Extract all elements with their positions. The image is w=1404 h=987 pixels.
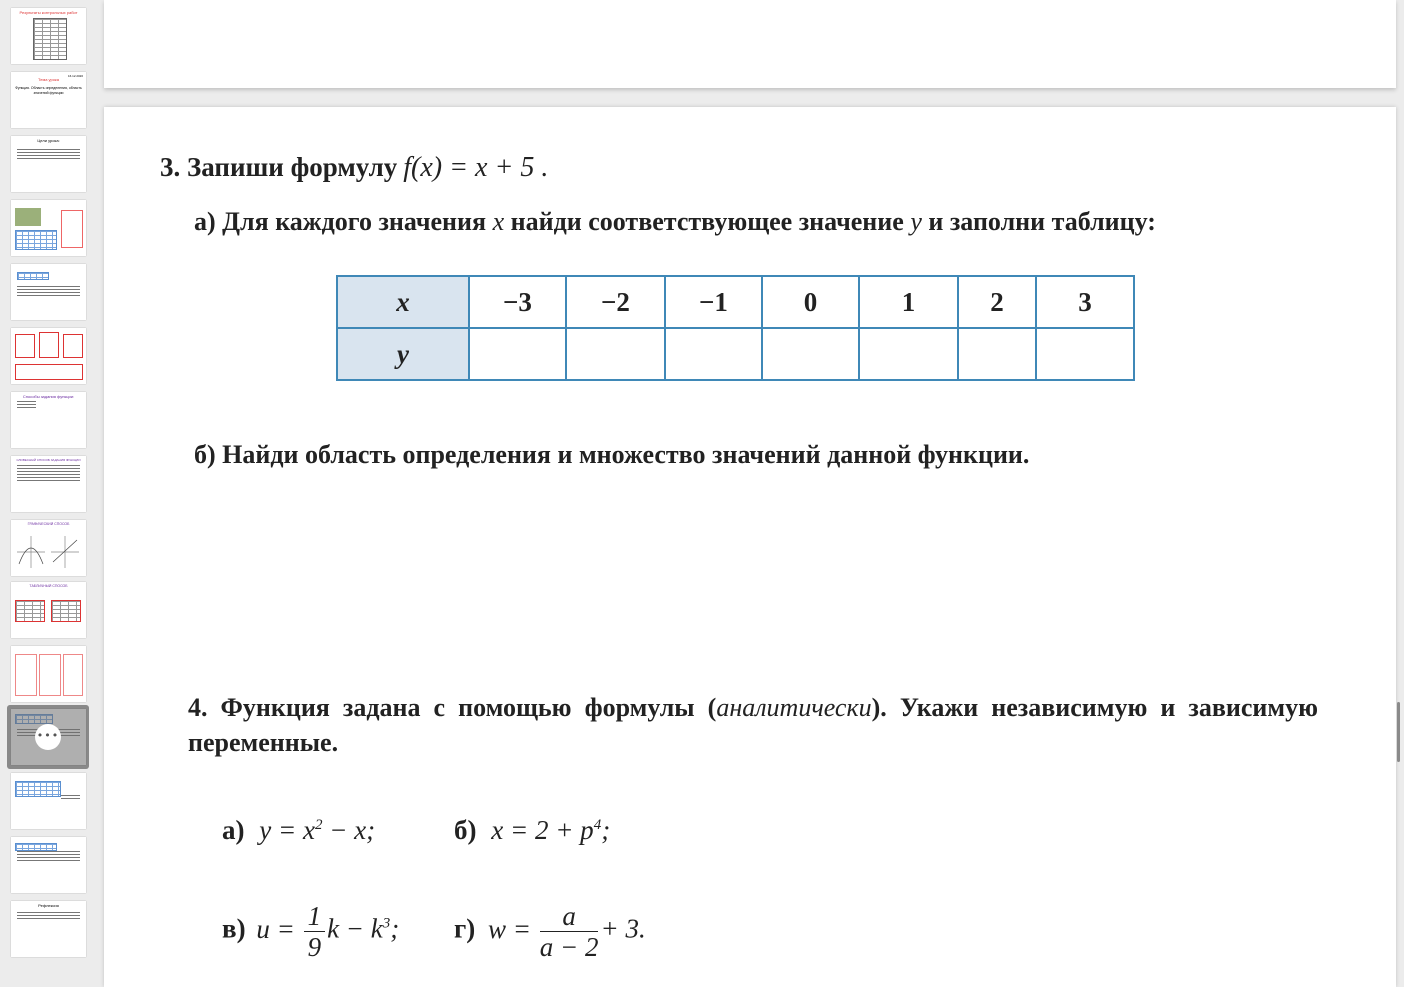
table-cell-x: −3: [469, 276, 566, 328]
task-4-heading: 4. Функция задана с помощью формулы (аналитически). Укажи независимую и зависимую переменные.: [188, 693, 1318, 757]
previous-slide[interactable]: [104, 0, 1396, 88]
thumbnail-graphs: [15, 532, 81, 572]
table-cell-y-empty: [859, 328, 958, 380]
slide-thumbnail-7[interactable]: [11, 392, 86, 448]
fraction: $\frac{1}{9}$: [304, 901, 326, 962]
slide-thumbnail-3[interactable]: [11, 136, 86, 192]
thumbnail-box: [15, 654, 37, 696]
slide-thumbnail-2[interactable]: [11, 72, 86, 128]
slide-thumbnail-8[interactable]: [11, 456, 86, 512]
table-cell-x: 1: [859, 276, 958, 328]
thumbnail-box: [15, 334, 35, 358]
formula-a: а) $y = x^2 - x$;: [222, 815, 376, 845]
task-3-heading: 3. Запиши формулу f(x) = x + 5 .: [160, 152, 549, 183]
thumbnail-subtitle: Функция. Область определения, область значений функции: [15, 86, 82, 95]
table-cell-y-empty: [1036, 328, 1134, 380]
table-cell-y-empty: [958, 328, 1036, 380]
thumbnail-table: [15, 843, 57, 851]
slide-thumbnail-1[interactable]: [11, 8, 86, 64]
table-row-y: [337, 328, 1134, 380]
slide-thumbnail-4[interactable]: [11, 200, 86, 256]
formula-v: в) u = $\frac{1}{9}$ $k - k^3$;: [222, 901, 400, 962]
thumbnail-title: Рефлексия: [38, 903, 59, 908]
slide-thumbnail-13[interactable]: [11, 773, 86, 829]
table-row-x: [337, 276, 1134, 328]
fraction: $\frac{a}{a - 2}$: [539, 901, 599, 962]
formula-b: б) $x = 2 + p^4$;: [454, 815, 611, 845]
thumbnail-box: [63, 334, 83, 358]
slide-thumbnail-9[interactable]: [11, 520, 86, 576]
task-3-formula: f(x) = x + 5 .: [403, 152, 549, 183]
thumbnail-box: [39, 332, 59, 358]
thumbnail-date: 16.12.2020: [67, 74, 83, 78]
slide-thumbnail-14[interactable]: [11, 837, 86, 893]
table-cell-x: 3: [1036, 276, 1134, 328]
thumbnail-title: Цели урока:: [37, 138, 60, 143]
values-table: [336, 275, 1135, 381]
task-3b-text: б) Найди область определения и множество значений данной функции.: [194, 440, 1030, 469]
formula-g: г) w = $\frac{a}{a - 2}$ + 3.: [454, 901, 646, 962]
table-cell-x: −1: [665, 276, 762, 328]
table-cell-y-empty: [762, 328, 859, 380]
thumbnail-table: [51, 600, 81, 622]
table-header-y: y: [337, 328, 469, 380]
table-cell-y-empty: [665, 328, 762, 380]
slide-thumbnail-panel: [0, 0, 95, 976]
thumbnail-box: [39, 654, 61, 696]
thumbnail-table: [15, 230, 57, 250]
table-cell-x: 0: [762, 276, 859, 328]
thumbnail-title: Тема урока: [38, 77, 59, 82]
thumbnail-table: [15, 600, 45, 622]
thumbnail-notes: [61, 210, 83, 248]
vertical-scrollbar[interactable]: [1397, 702, 1400, 762]
thumbnail-table: [33, 18, 67, 60]
thumbnail-title: Результаты контрольных работ: [19, 10, 78, 15]
thumbnail-title: ТАБЛИЧНЫЙ СПОСОБ: [29, 584, 68, 588]
task-3a-text: а) Для каждого значения x найди соответствующее значение y и заполни таблицу:: [194, 207, 1156, 236]
table-cell-y-empty: [469, 328, 566, 380]
slide-thumbnail-6[interactable]: [11, 328, 86, 384]
thumbnail-title: Способы задания функции:: [22, 394, 75, 399]
thumbnail-table: [15, 781, 61, 797]
current-slide[interactable]: [104, 107, 1396, 987]
thumbnail-box: [15, 364, 83, 380]
table-cell-x: 2: [958, 276, 1036, 328]
thumbnail-table: [17, 272, 49, 280]
more-options-icon[interactable]: •••: [35, 724, 61, 750]
thumbnail-title: СЛОВЕСНЫЙ СПОСОБ ЗАДАНИЯ ФУНКЦИИ: [16, 458, 81, 462]
thumbnail-title: ГРАФИЧЕСКИЙ СПОСОБ: [27, 522, 70, 526]
table-header-x: x: [337, 276, 469, 328]
slide-thumbnail-5[interactable]: [11, 264, 86, 320]
thumbnail-box: [63, 654, 83, 696]
slide-thumbnail-15[interactable]: [11, 901, 86, 957]
thumbnail-picture: [15, 208, 41, 226]
slide-thumbnail-11[interactable]: [11, 646, 86, 702]
table-cell-x: −2: [566, 276, 665, 328]
slide-thumbnail-10[interactable]: [11, 582, 86, 638]
table-cell-y-empty: [566, 328, 665, 380]
